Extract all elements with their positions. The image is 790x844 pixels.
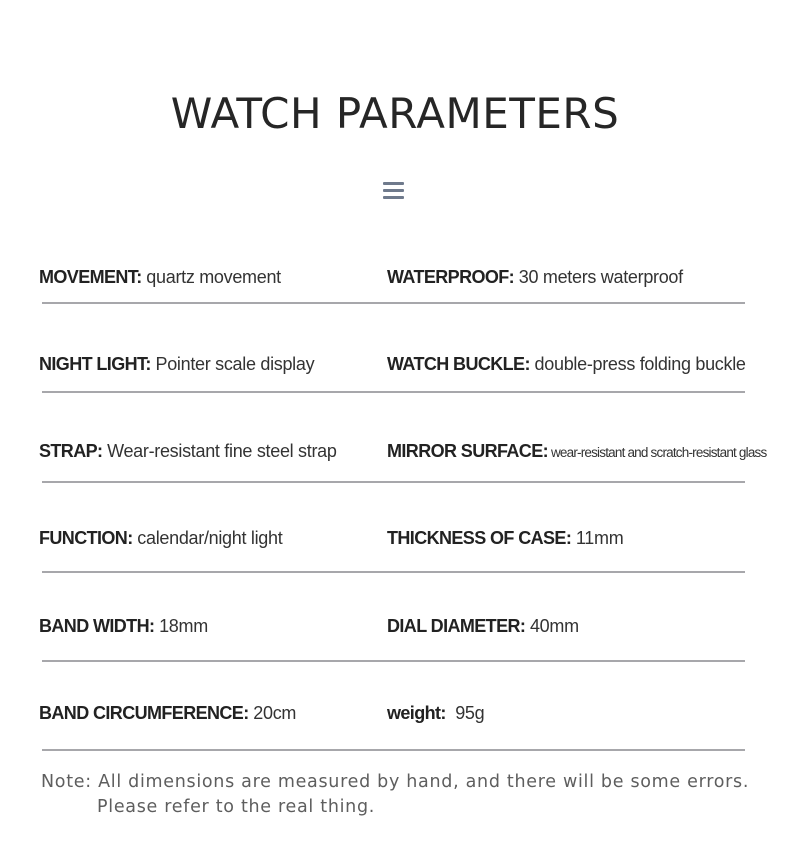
param-mirror-surface: MIRROR SURFACE: wear-resistant and scratch-resistant glass [387, 441, 767, 461]
row-divider [42, 302, 745, 304]
param-weight: weight: 95g [387, 703, 485, 723]
param-watch-buckle: WATCH BUCKLE: double-press folding buckle [387, 354, 746, 374]
param-night-light: NIGHT LIGHT: Pointer scale display [39, 354, 315, 374]
note-line-1: Note: All dimensions are measured by hand, and there will be some errors. [41, 772, 750, 792]
row-divider [42, 391, 745, 393]
param-strap: STRAP: Wear-resistant fine steel strap [39, 441, 337, 461]
param-thickness-of-case: THICKNESS OF CASE: 11mm [387, 528, 624, 548]
param-function: FUNCTION: calendar/night light [39, 528, 283, 548]
param-waterproof: WATERPROOF: 30 meters waterproof [387, 267, 683, 287]
page-title: WATCH PARAMETERS [170, 89, 620, 138]
param-band-width: BAND WIDTH: 18mm [39, 616, 208, 636]
measurement-note [41, 770, 749, 820]
param-movement: MOVEMENT: quartz movement [39, 267, 281, 287]
param-band-circumference: BAND CIRCUMFERENCE: 20cm [39, 703, 297, 723]
note-line-2: Please refer to the real thing. [97, 797, 376, 817]
row-divider [42, 481, 745, 483]
hamburger-menu-icon [383, 182, 404, 199]
param-dial-diameter: DIAL DIAMETER: 40mm [387, 616, 579, 636]
row-divider [42, 660, 745, 662]
row-divider [42, 571, 745, 573]
row-divider [42, 749, 745, 751]
